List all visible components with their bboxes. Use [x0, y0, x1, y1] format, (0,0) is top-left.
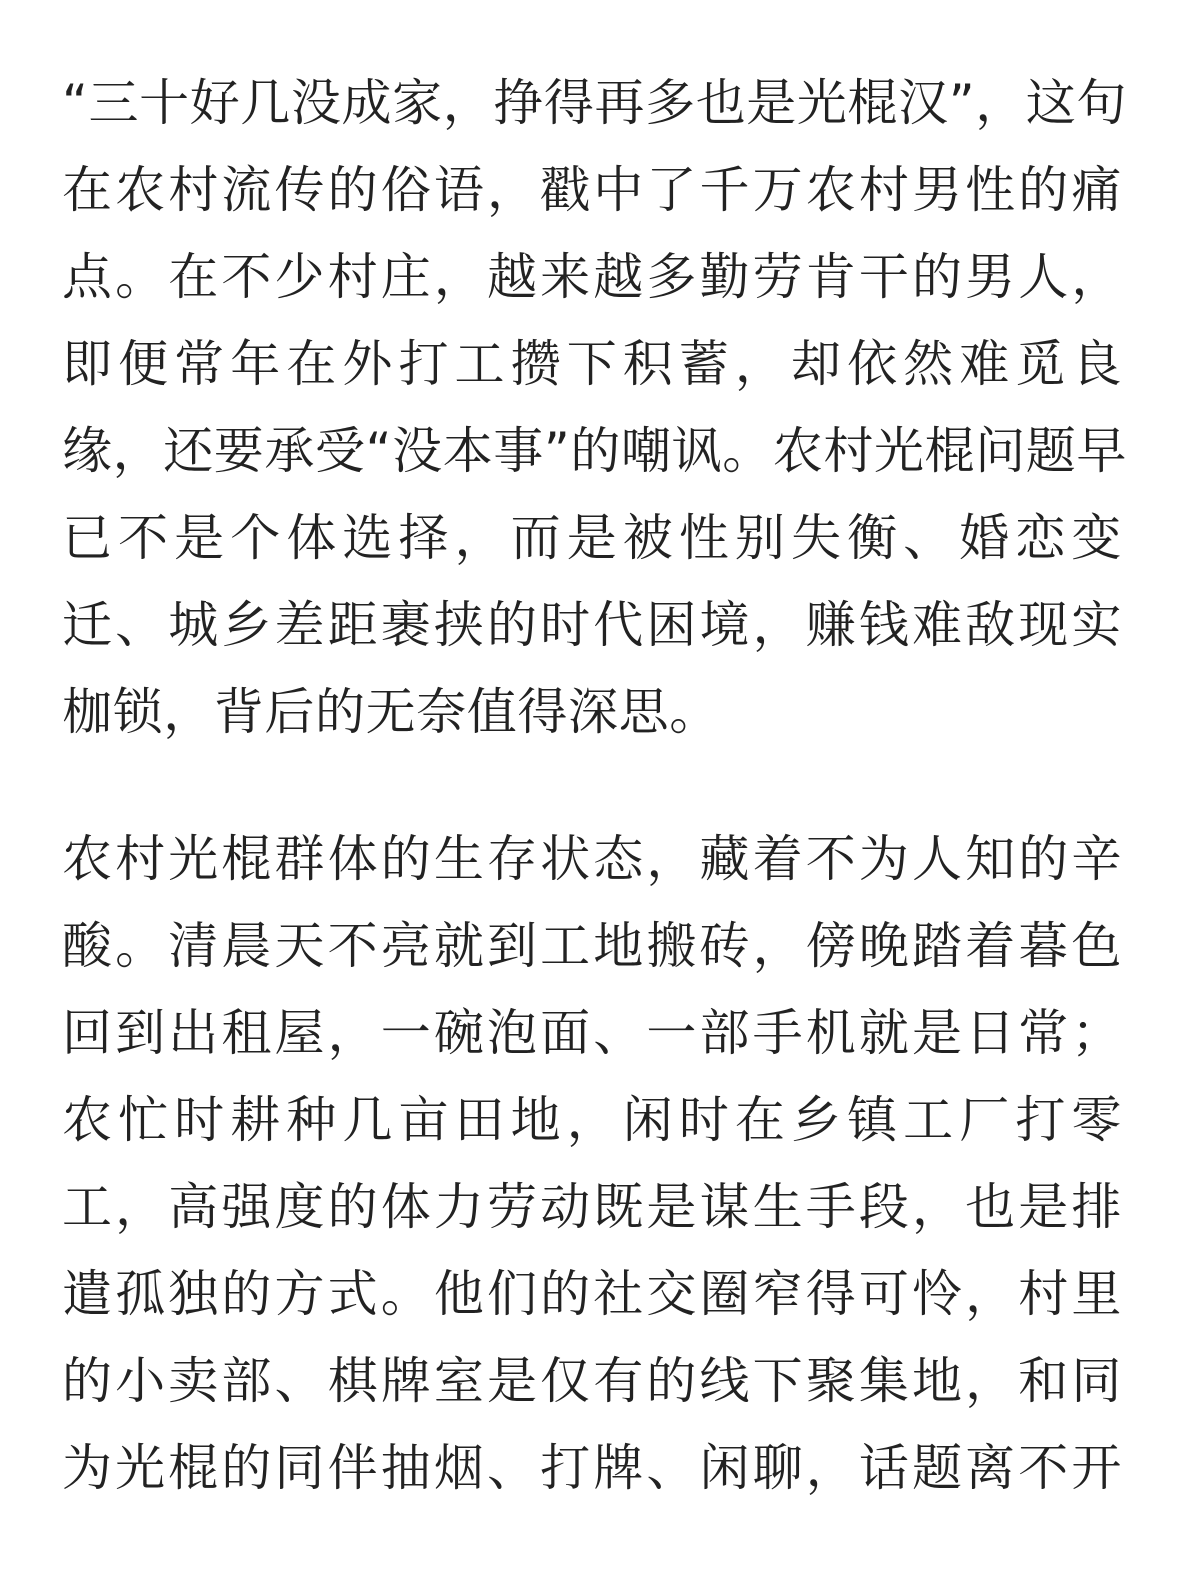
text-line: 为光棍的同伴抽烟、打牌、闲聊，话题离不开: [62, 1439, 1122, 1497]
text-line: 枷锁，背后的无奈值得深思。: [62, 683, 720, 741]
text-line: 遣孤独的方式。他们的社交圈窄得可怜，村里: [62, 1265, 1122, 1323]
text-line: 农村光棍群体的生存状态，藏着不为人知的辛: [62, 830, 1122, 888]
text-line: 已不是个体选择，而是被性别失衡、婚恋变: [62, 509, 1122, 567]
article-body: [62, 60, 1128, 1572]
text-line: 在农村流传的俗语，戳中了千万农村男性的痛: [62, 161, 1122, 219]
text-line: 酸。清晨天不亮就到工地搬砖，傍晚踏着暮色: [62, 917, 1122, 975]
text-line: 迁、城乡差距裹挟的时代困境，赚钱难敌现实: [62, 596, 1122, 654]
text-line: 工，高强度的体力劳动既是谋生手段，也是排: [62, 1178, 1122, 1236]
paragraph-2: [62, 816, 1122, 1512]
text-line: 缘，还要承受“没本事”的嘲讽。农村光棍问题早: [62, 422, 1128, 480]
text-line: 点。在不少村庄，越来越多勤劳肯干的男人，: [62, 248, 1122, 306]
text-line: 即便常年在外打工攒下积蓄，却依然难觅良: [62, 335, 1122, 393]
text-line: 的小卖部、棋牌室是仅有的线下聚集地，和同: [62, 1352, 1122, 1410]
paragraph-1: [62, 60, 1128, 756]
text-line: 农忙时耕种几亩田地，闲时在乡镇工厂打零: [62, 1091, 1122, 1149]
text-line: “三十好几没成家，挣得再多也是光棍汉”，这句: [62, 74, 1128, 132]
text-line: 回到出租屋，一碗泡面、一部手机就是日常；: [62, 1004, 1122, 1062]
